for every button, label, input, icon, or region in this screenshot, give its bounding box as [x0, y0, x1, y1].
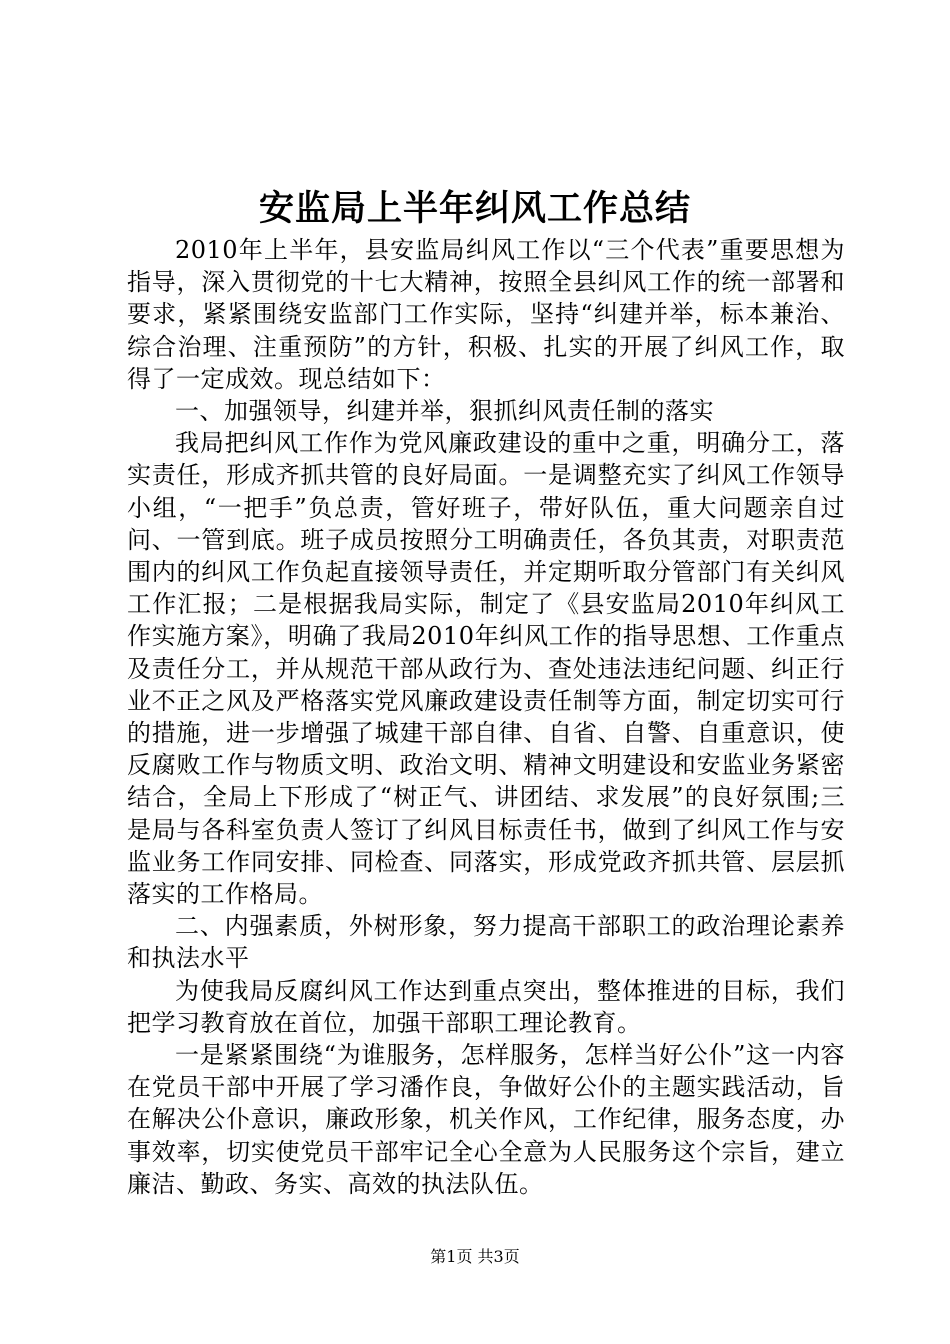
intro-paragraph: 2010年上半年，县安监局纠风工作以“三个代表”重要思想为指导，深入贯彻党的十七大精神，按照全县纠风工作的统一部署和要求，紧紧围绕安监部门工作实际，坚持“纠建并举，标本兼治、综合治理、注重预防”的方针，积极、扎实的开展了纠风工作，取得了一定成效。现总结如下： [127, 236, 845, 393]
section-heading-2: 二、内强素质，外树形象，努力提高干部职工的政治理论素养和执法水平 [127, 912, 845, 973]
page-footer: 第1页 共3页 [430, 1247, 520, 1266]
section-1-paragraph: 我局把纠风工作作为党风廉政建设的重中之重，明确分工，落实责任，形成齐抓共管的良好局面。一是调整充实了纠风工作领导小组，“一把手”负总责，管好班子，带好队伍，重大问题亲自过问、一管到底。班子成员按照分工明确责任，各负其责，对职责范围内的纠风工作负起直接领导责任，并定期听取分管部门有关纠风工作汇报；二是根据我局实际，制定了《县安监局2010年纠风工作实施方案》，明确了我局2010年纠风工作的指导思想、工作重点及责任分工，并从规范干部从政行为、查处违法违纪问题、纠正行业不正之风及严格落实党风廉政建设责任制等方面，制定切实可行的措施，进一步增强了城建干部自律、自省、自警、自重意识，使反腐败工作与物质文明、政治文明、精神文明建设和安监业务紧密结合，全局上下形成了“树正气、讲团结、求发展”的良好氛围;三是局与各科室负责人签订了纠风目标责任书，做到了纠风工作与安监业务工作同安排、同检查、同落实，形成党政齐抓共管、层层抓落实的工作格局。 [127, 429, 845, 909]
document-body [127, 234, 845, 1200]
section-2-paragraph-2: 一是紧紧围绕“为谁服务，怎样服务，怎样当好公仆”这一内容在党员干部中开展了学习潘作良，争做好公仆的主题实践活动，旨在解决公仆意识，廉政形象，机关作风，工作纪律，服务态度，办事效率，切实使党员干部牢记全心全意为人民服务这个宗旨，建立廉洁、勤政、务实、高效的执法队伍。 [127, 1041, 845, 1198]
section-2-paragraph-1: 为使我局反腐纠风工作达到重点突出，整体推进的目标，我们把学习教育放在首位，加强干部职工理论教育。 [127, 976, 845, 1037]
document-title: 安监局上半年纠风工作总结 [258, 188, 691, 229]
section-heading-1: 一、加强领导，纠建并举，狠抓纠风责任制的落实 [175, 397, 714, 426]
